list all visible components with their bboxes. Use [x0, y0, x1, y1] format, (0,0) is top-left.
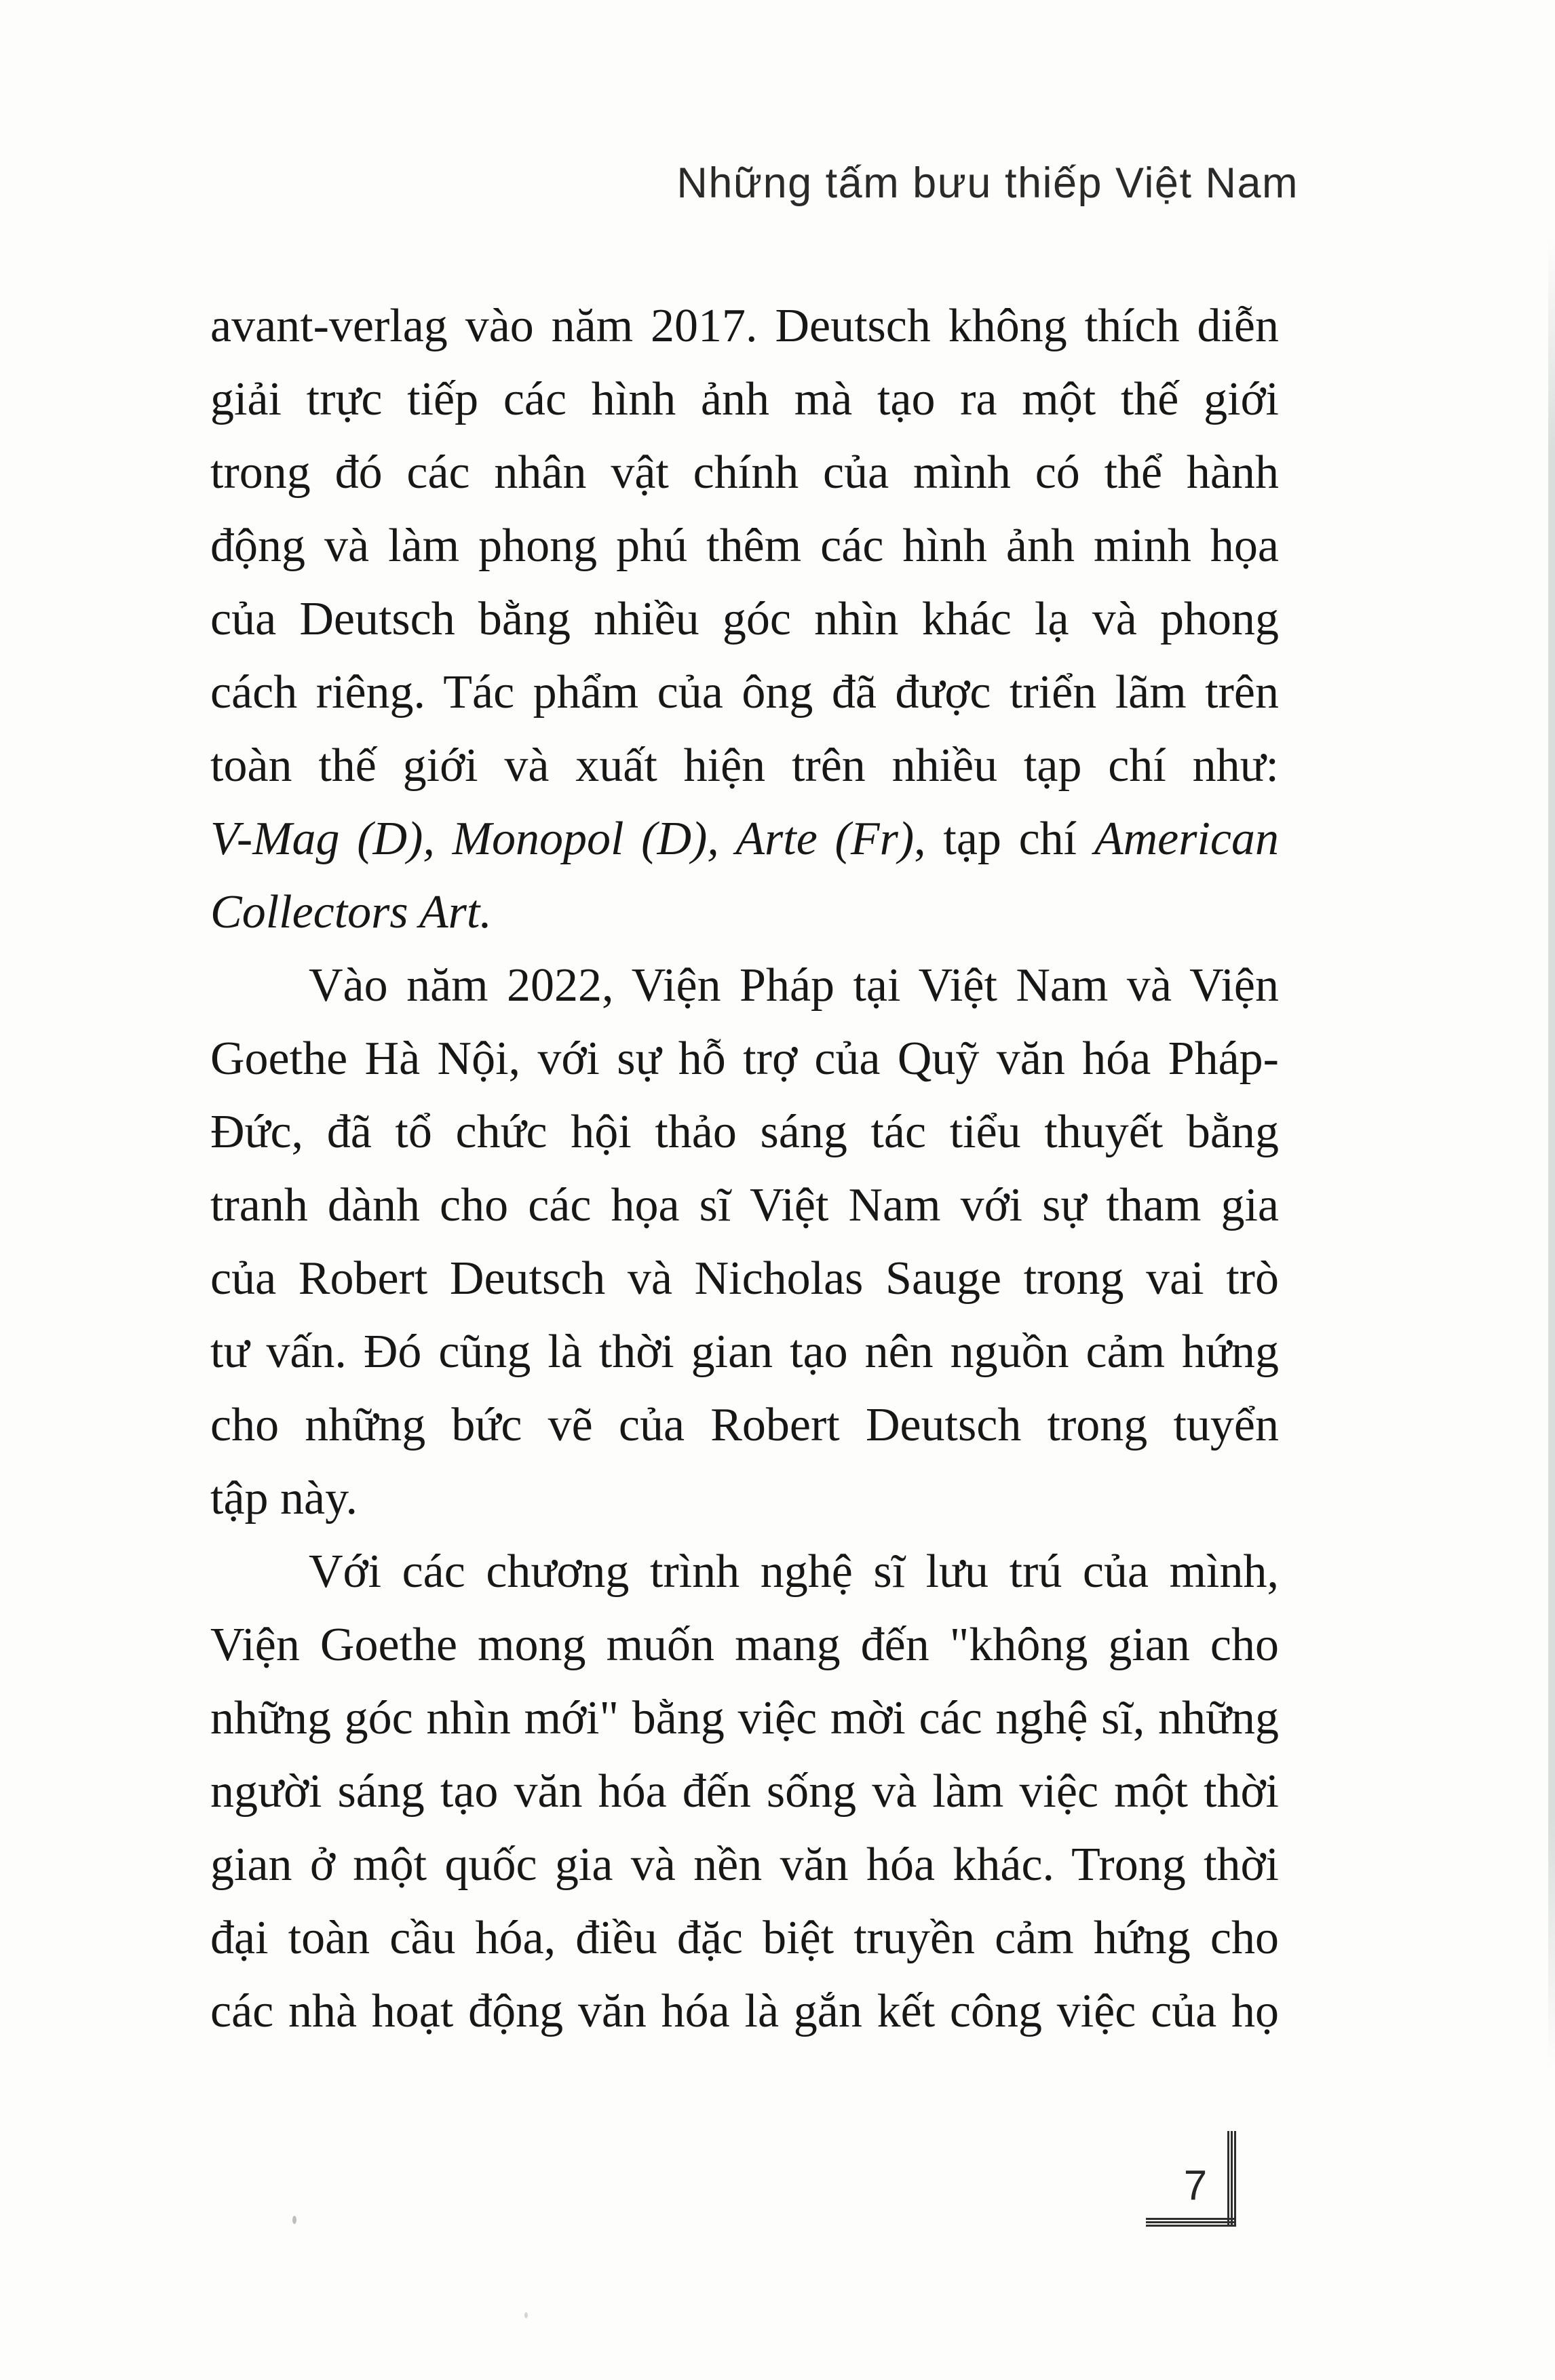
body-line: cho những bức vẽ của Robert Deutsch trong tuyển — [210, 1399, 1279, 1451]
body-line: Goethe Hà Nội, với sự hỗ trợ của Quỹ văn hóa Pháp- — [210, 1033, 1279, 1085]
body-line: Collectors Art. — [210, 886, 492, 938]
body-line: tư vấn. Đó cũng là thời gian tạo nên nguồn cảm hứng — [210, 1326, 1279, 1378]
body-line: các nhà hoạt động văn hóa là gắn kết công việc của họ — [210, 1985, 1279, 2037]
body-line: trong đó các nhân vật chính của mình có thể hành — [210, 446, 1279, 499]
running-header-title: Những tấm bưu thiếp Việt Nam — [676, 159, 1299, 207]
body-line: Viện Goethe mong muốn mang đến "không gian cho — [210, 1619, 1279, 1671]
corner-mark-horizontal — [1146, 2218, 1236, 2227]
body-line: giải trực tiếp các hình ảnh mà tạo ra một thế giới — [210, 373, 1279, 425]
body-line: của Robert Deutsch và Nicholas Sauge trong vai trò — [210, 1252, 1279, 1305]
body-line: toàn thế giới và xuất hiện trên nhiều tạp chí như: — [210, 740, 1279, 792]
body-line: gian ở một quốc gia và nền văn hóa khác. Trong thời — [210, 1839, 1279, 1891]
body-text-block — [210, 290, 1279, 2048]
body-line: tập này. — [210, 1472, 358, 1524]
corner-mark-vertical — [1227, 2131, 1236, 2227]
body-line: động và làm phong phú thêm các hình ảnh minh họa — [210, 520, 1279, 572]
body-line: cách riêng. Tác phẩm của ông đã được triển lãm trên — [210, 666, 1279, 718]
body-line: của Deutsch bằng nhiều góc nhìn khác lạ và phong — [210, 593, 1279, 645]
regular-segment: , tạp chí — [914, 813, 1094, 865]
italic-segment: American — [1094, 813, 1279, 865]
body-line: tranh dành cho các họa sĩ Việt Nam với sự tham gia — [210, 1179, 1279, 1231]
scan-edge-shadow — [1548, 237, 1555, 2069]
page-number: 7 — [1183, 2162, 1208, 2209]
body-line: Với các chương trình nghệ sĩ lưu trú của mình, — [309, 1546, 1279, 1598]
body-line: avant-verlag vào năm 2017. Deutsch không thích diễn — [210, 300, 1279, 352]
scan-speck — [524, 2312, 528, 2318]
body-line: đại toàn cầu hóa, điều đặc biệt truyền cảm hứng cho — [210, 1912, 1279, 1964]
body-line: Vào năm 2022, Viện Pháp tại Việt Nam và Viện — [309, 959, 1279, 1012]
body-line: Đức, đã tổ chức hội thảo sáng tác tiểu thuyết bằng — [210, 1106, 1279, 1158]
body-line-mixed-italic — [210, 803, 1279, 876]
body-line: người sáng tạo văn hóa đến sống và làm việc một thời — [210, 1765, 1279, 1818]
body-line: những góc nhìn mới" bằng việc mời các nghệ sĩ, những — [210, 1692, 1279, 1744]
scan-speck — [292, 2216, 296, 2224]
italic-segment: V-Mag (D), Monopol (D), Arte (Fr) — [210, 813, 915, 865]
